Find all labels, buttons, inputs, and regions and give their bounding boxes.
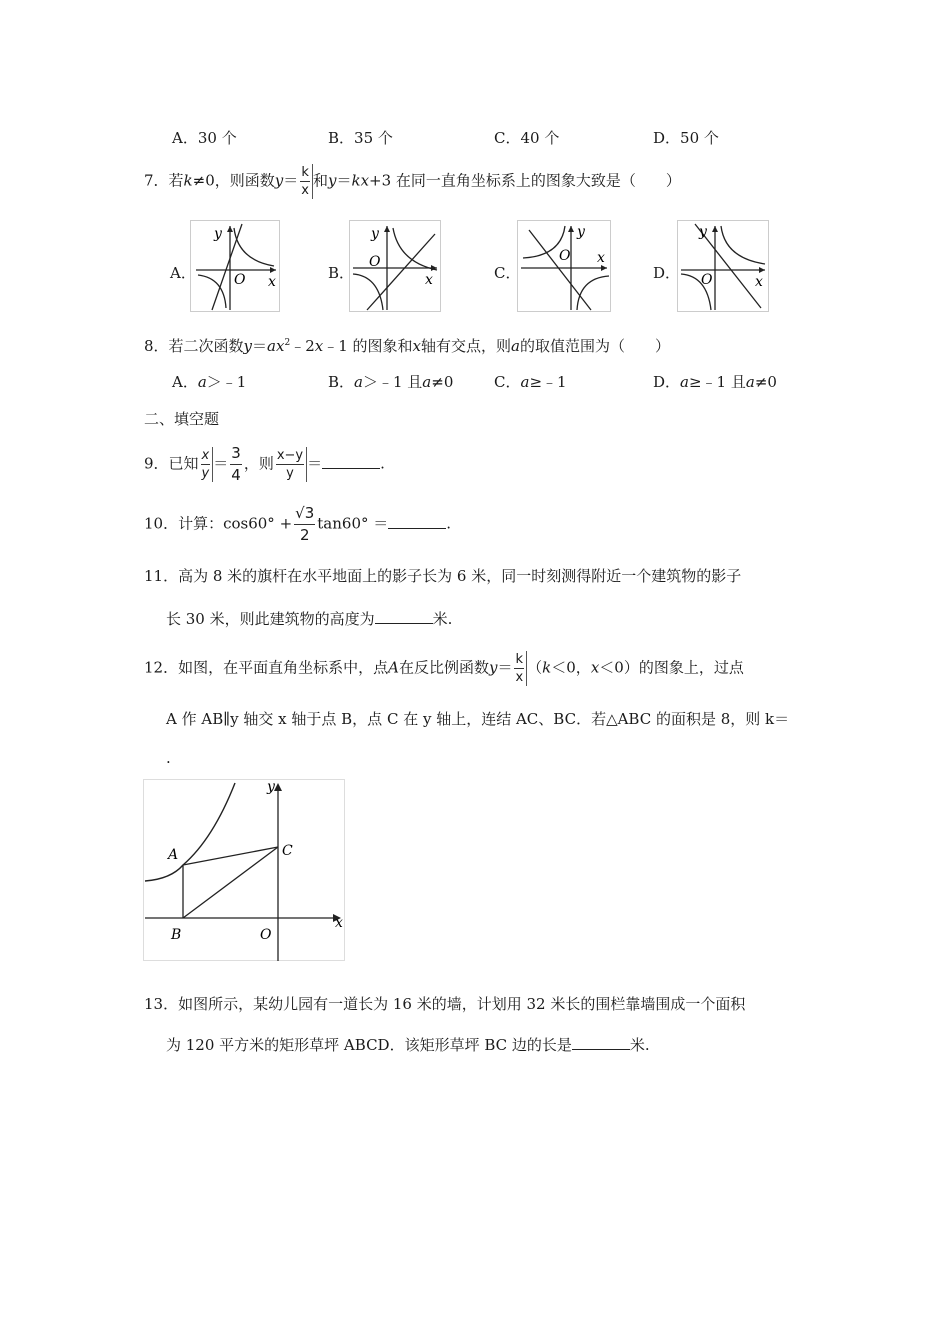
q7-label-c[interactable]: C． [494, 264, 521, 282]
q8-stem: 8．若二次函数$y=ax^2﹣2x﹣1$ 的图象和x轴有交点，则a的取值范围为（ ） [144, 337, 670, 355]
q10: 10．计算：cos60° + $\frac{√3}{2}$ tan60° ＝ . [144, 504, 452, 544]
q11-answer-blank[interactable] [375, 609, 433, 624]
q12-figure [143, 779, 345, 961]
q12-label-c: C [282, 843, 293, 859]
q12-label-b: B [171, 927, 182, 943]
q7-stem: 7．若k≠0，则函数y＝ $\frac{k}{x}$ 和y＝kx+3 在同一直角坐标系上的图象大致是（ ） [144, 165, 681, 198]
q6-option-d[interactable]: D．50 个 [653, 129, 719, 147]
q6-option-c[interactable]: C．40 个 [494, 129, 560, 147]
svg-text:O: O [369, 254, 381, 270]
q7-graph-d [677, 220, 769, 312]
q7-graph-c [517, 220, 611, 312]
q7-label-b[interactable]: B． [328, 264, 355, 282]
svg-text:x: x [268, 274, 276, 290]
q10-answer-blank[interactable] [388, 514, 446, 529]
q12-label-y: y [267, 779, 275, 795]
q9-answer-blank[interactable] [322, 454, 380, 469]
q10-fraction: $\frac{√3}{2}$ [295, 504, 315, 544]
q11-line-1: 11．高为 8 米的旗杆在水平地面上的影子长为 6 米，同一时刻测得附近一个建筑物的影子 [144, 567, 742, 585]
q9-fraction-expr: $\frac{x-y}{y}$ [274, 447, 307, 482]
svg-text:x: x [755, 274, 763, 290]
svg-text:y: y [214, 226, 222, 242]
svg-text:O: O [559, 248, 571, 264]
q8-option-c[interactable]: C．a≥﹣1 [494, 373, 567, 391]
svg-text:y: y [371, 226, 379, 242]
q8-option-a[interactable]: A．a＞﹣1 [172, 373, 247, 391]
q7-number: 7．若 [144, 171, 184, 190]
svg-text:O: O [701, 272, 713, 288]
q12-label-o: O [260, 927, 272, 943]
q13-answer-blank[interactable] [572, 1035, 630, 1050]
q12-hyperbola [145, 783, 235, 881]
q7-label-d[interactable]: D． [653, 264, 681, 282]
svg-text:y: y [577, 224, 585, 240]
q12-line-1: 12．如图，在平面直角坐标系中，点A在反比例函数y＝ $\frac{k}{x}$ （k＜0，x＜0）的图象上，过点 [144, 652, 744, 685]
svg-text:y: y [699, 224, 707, 240]
q12-fraction: $\frac{k}{x}$ [512, 651, 527, 686]
q12-line-2: A 作 AB∥y 轴交 x 轴于点 B，点 C 在 y 轴上，连结 AC、BC．若△ABC 的面积是 8，则 k＝ [166, 710, 790, 728]
q13-line-2: 为 120 平方米的矩形草坪 ABCD．该矩形草坪 BC 边的长是 米. [166, 1036, 650, 1054]
q9: 9．已知 $\frac{x}{y}$ ＝ $\frac{3}{4}$ ，则 $\frac{x-y}{y}$ ＝ . [144, 444, 385, 484]
q6-option-a[interactable]: A．30 个 [172, 129, 237, 147]
q8-option-b[interactable]: B．a＞﹣1 且a≠0 [328, 373, 454, 391]
q9-fraction-34: $\frac{3}{4}$ [231, 444, 241, 484]
q7-graph-a [190, 220, 280, 312]
q6-option-b[interactable]: B．35 个 [328, 129, 393, 147]
q12-label-a: A [168, 847, 179, 863]
q12-line-3: . [166, 749, 171, 767]
svg-text:x: x [597, 250, 605, 266]
q8-option-d[interactable]: D．a≥﹣1 且a≠0 [653, 373, 777, 391]
svg-text:O: O [234, 272, 246, 288]
q9-fraction-xy: $\frac{x}{y}$ [199, 447, 214, 482]
q7-label-a[interactable]: A． [170, 264, 196, 282]
q11-line-2: 长 30 米，则此建筑物的高度为 米. [166, 610, 453, 628]
q7-graph-b [349, 220, 441, 312]
q7-fraction: $\frac{k}{x}$ [298, 164, 313, 199]
svg-text:x: x [425, 272, 433, 288]
q13-line-1: 13．如图所示，某幼儿园有一道长为 16 米的墙，计划用 32 米长的围栏靠墙围成一个面积 [144, 995, 746, 1013]
section-title-fill-blank: 二、填空题 [144, 410, 220, 428]
q12-label-x: x [335, 915, 343, 931]
